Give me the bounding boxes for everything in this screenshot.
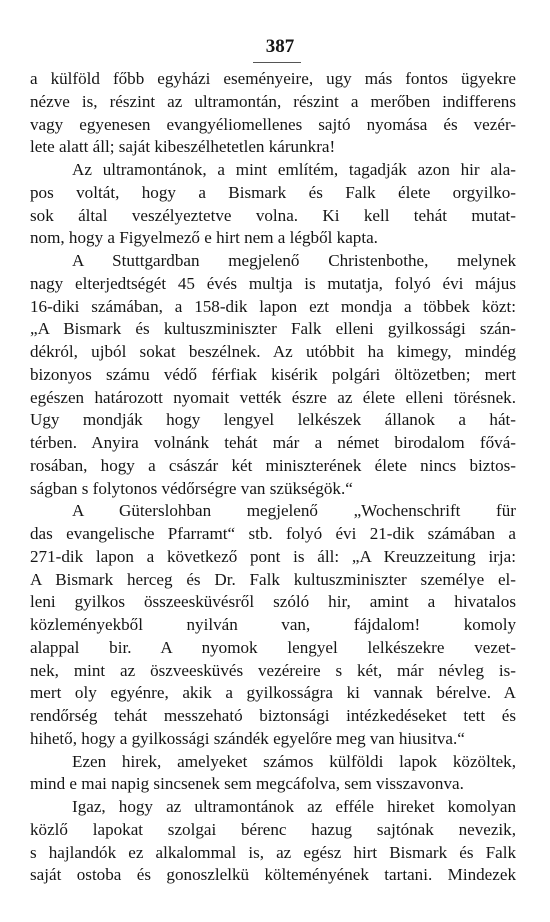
text-line: nom, hogy a Figyelmező e hirt nem a légből kapta. <box>30 228 378 248</box>
text-line: mert oly egyénre, akik a gyilkosságra ki vannak bérelve. A <box>30 683 516 703</box>
text-line: A Güterslohban megjelenő „Wochenschrift für <box>72 501 516 521</box>
text-line: térben. Anyira volnánk tehát már a német birodalom fővá- <box>30 433 516 452</box>
text-line: A Bismark herceg és Dr. Falk kultuszminiszter személye el- <box>30 569 516 589</box>
text-line: nek, mint az öszveesküvés vezéreire s két, már névleg is- <box>30 660 516 680</box>
page-number-ornament <box>253 62 301 63</box>
text-line: vagy egyenesen evangyéliomellenes sajtó nyomása és vezér- <box>30 114 516 134</box>
text-line: rosában, hogy a császár két miniszterének élete nincs biztos- <box>30 455 516 475</box>
text-line: 271-dik lapon a következő pont is áll: „A Kreuzzeitung irja: <box>30 546 516 566</box>
text-line: 16-diki számában, a 158-dik lapon ezt mondja a többek közt: <box>30 296 516 316</box>
text-line: pos voltát, hogy a Bismark és Falk élete orgyilko- <box>30 182 516 202</box>
text-line: „A Bismark és kultuszminiszter Falk elleni gyilkossági szán- <box>30 319 516 339</box>
text-line: nagy elterjedtségét 45 évés multja is mutatja, folyó évi május <box>30 273 516 293</box>
text-line: közleményekből nyilván van, fájdalom! komoly <box>30 615 516 634</box>
text-line: közlő lapokat szolgai bérenc hazug sajtónak nevezik, <box>30 819 516 839</box>
text-line: Ezen hirek, amelyeket számos külföldi lapok közöltek, <box>72 751 516 771</box>
text-line: A Stuttgardban megjelenő Christenbothe, melynek <box>72 251 516 270</box>
text-line: lete alatt áll; saját kibeszélhetetlen kárunkra! <box>30 137 336 157</box>
text-line: saját ostoba és gonoszlelkü költeményének tartani. Mindezek <box>30 865 516 885</box>
text-line: rendőrség tehát messzeható biztonsági intézkedéseket tett és <box>30 706 516 725</box>
body-text <box>30 68 516 887</box>
text-line: s hajlandók ez alkalommal is, az egész hirt Bismark és Falk <box>30 842 516 862</box>
text-line: sok által veszélyeztetve volna. Ki kell tehát mutat- <box>30 205 516 225</box>
text-line: a külföld főbb egyházi eseményeire, ugy más fontos ügyekre <box>30 69 516 88</box>
text-line: nézve is, részint az ultramontán, részint a merőben indifferens <box>30 91 516 111</box>
text-line: leni gyilkos összeesküvésről szóló hir, amint a hivatalos <box>30 592 516 612</box>
text-line: das evangelische Pfarramt“ stb. folyó évi 21-dik számában a <box>30 524 516 543</box>
text-line: bizonyos számu védő férfiak kisérik polgári öltözetben; mert <box>30 364 516 384</box>
text-line: ságban s folytonos védőrségre van szükségök.“ <box>30 478 353 498</box>
text-line: mind e mai napig sincsenek sem megcáfolva, sem visszavonva. <box>30 774 464 794</box>
text-line: Ugy mondják hogy lengyel lelkészek állanok a hát- <box>30 410 516 430</box>
text-line: dékról, ujból sokat beszélnek. Az utóbbit ha kimegy, mindég <box>30 342 516 361</box>
page-number: 387 <box>265 36 295 57</box>
text-line: hihető, hogy a gyilkossági szándék egyelőre meg van hiusitva.“ <box>30 728 465 748</box>
text-line: Az ultramontánok, a mint említém, tagadják azon hir ala- <box>72 160 516 179</box>
text-line: Igaz, hogy az ultramontánok az efféle hireket komolyan <box>72 797 516 816</box>
text-line: alappal bir. A nyomok lengyel lelkészekre vezet- <box>30 637 516 657</box>
text-line: egészen határozott nyomait vették észre az élete elleni törésnek. <box>30 387 516 407</box>
